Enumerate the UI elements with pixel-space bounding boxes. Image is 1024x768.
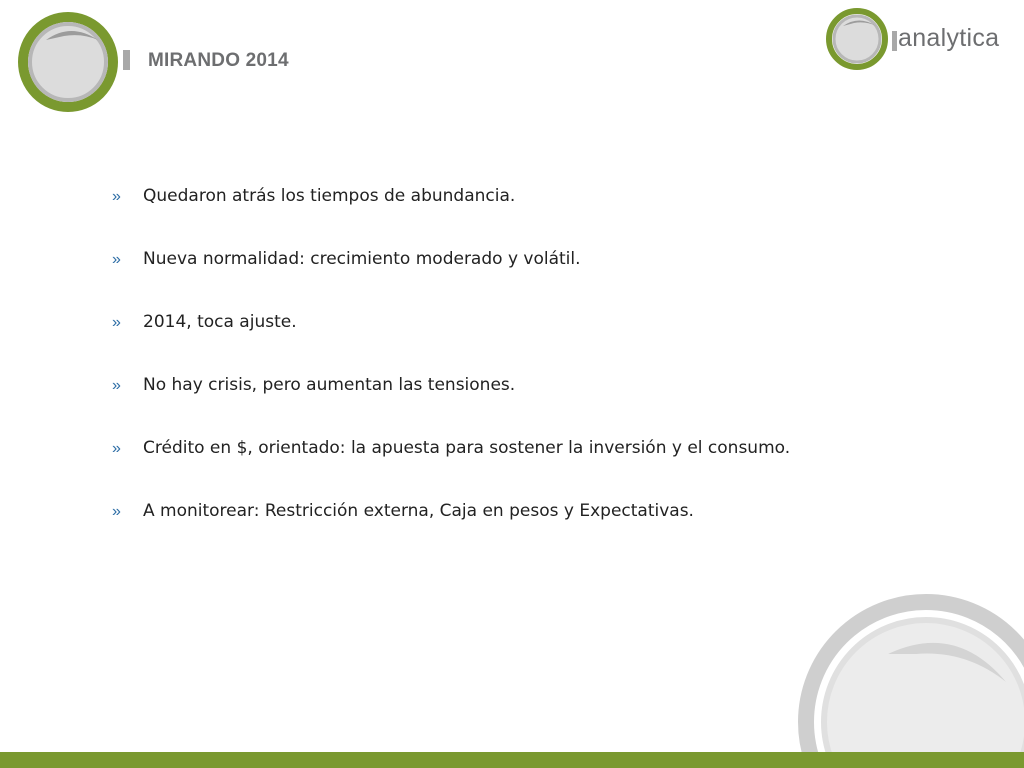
- title-accent-bar: [123, 50, 130, 70]
- brand-name: analytica: [898, 24, 1000, 52]
- slide-title: MIRANDO 2014: [148, 50, 289, 71]
- bullet-text: Quedaron atrás los tiempos de abundancia.: [143, 186, 516, 206]
- brand-logo: [824, 6, 1014, 76]
- bullet-marker: »: [112, 314, 121, 331]
- bullet-text: Crédito en $, orientado: la apuesta para sostener la inversión y el consumo.: [143, 438, 791, 458]
- bullet-marker: »: [112, 251, 121, 268]
- grey-ring-lens-icon: [796, 592, 1024, 768]
- bullet-marker: »: [112, 440, 121, 457]
- brand-lens-icon: [824, 6, 890, 72]
- bullet-text: 2014, toca ajuste.: [143, 312, 297, 332]
- bullet-marker: »: [112, 188, 121, 205]
- footer-bar: [0, 752, 1024, 768]
- bullet-marker: »: [112, 377, 121, 394]
- bullet-text: A monitorear: Restricción externa, Caja en pesos y Expectativas.: [143, 501, 694, 521]
- bullet-marker: »: [112, 503, 121, 520]
- green-ring-lens-icon: [16, 10, 120, 114]
- bullet-text: Nueva normalidad: crecimiento moderado y volátil.: [143, 249, 581, 269]
- bullet-text: No hay crisis, pero aumentan las tensiones.: [143, 375, 516, 395]
- brand-accent-bar: [892, 31, 897, 51]
